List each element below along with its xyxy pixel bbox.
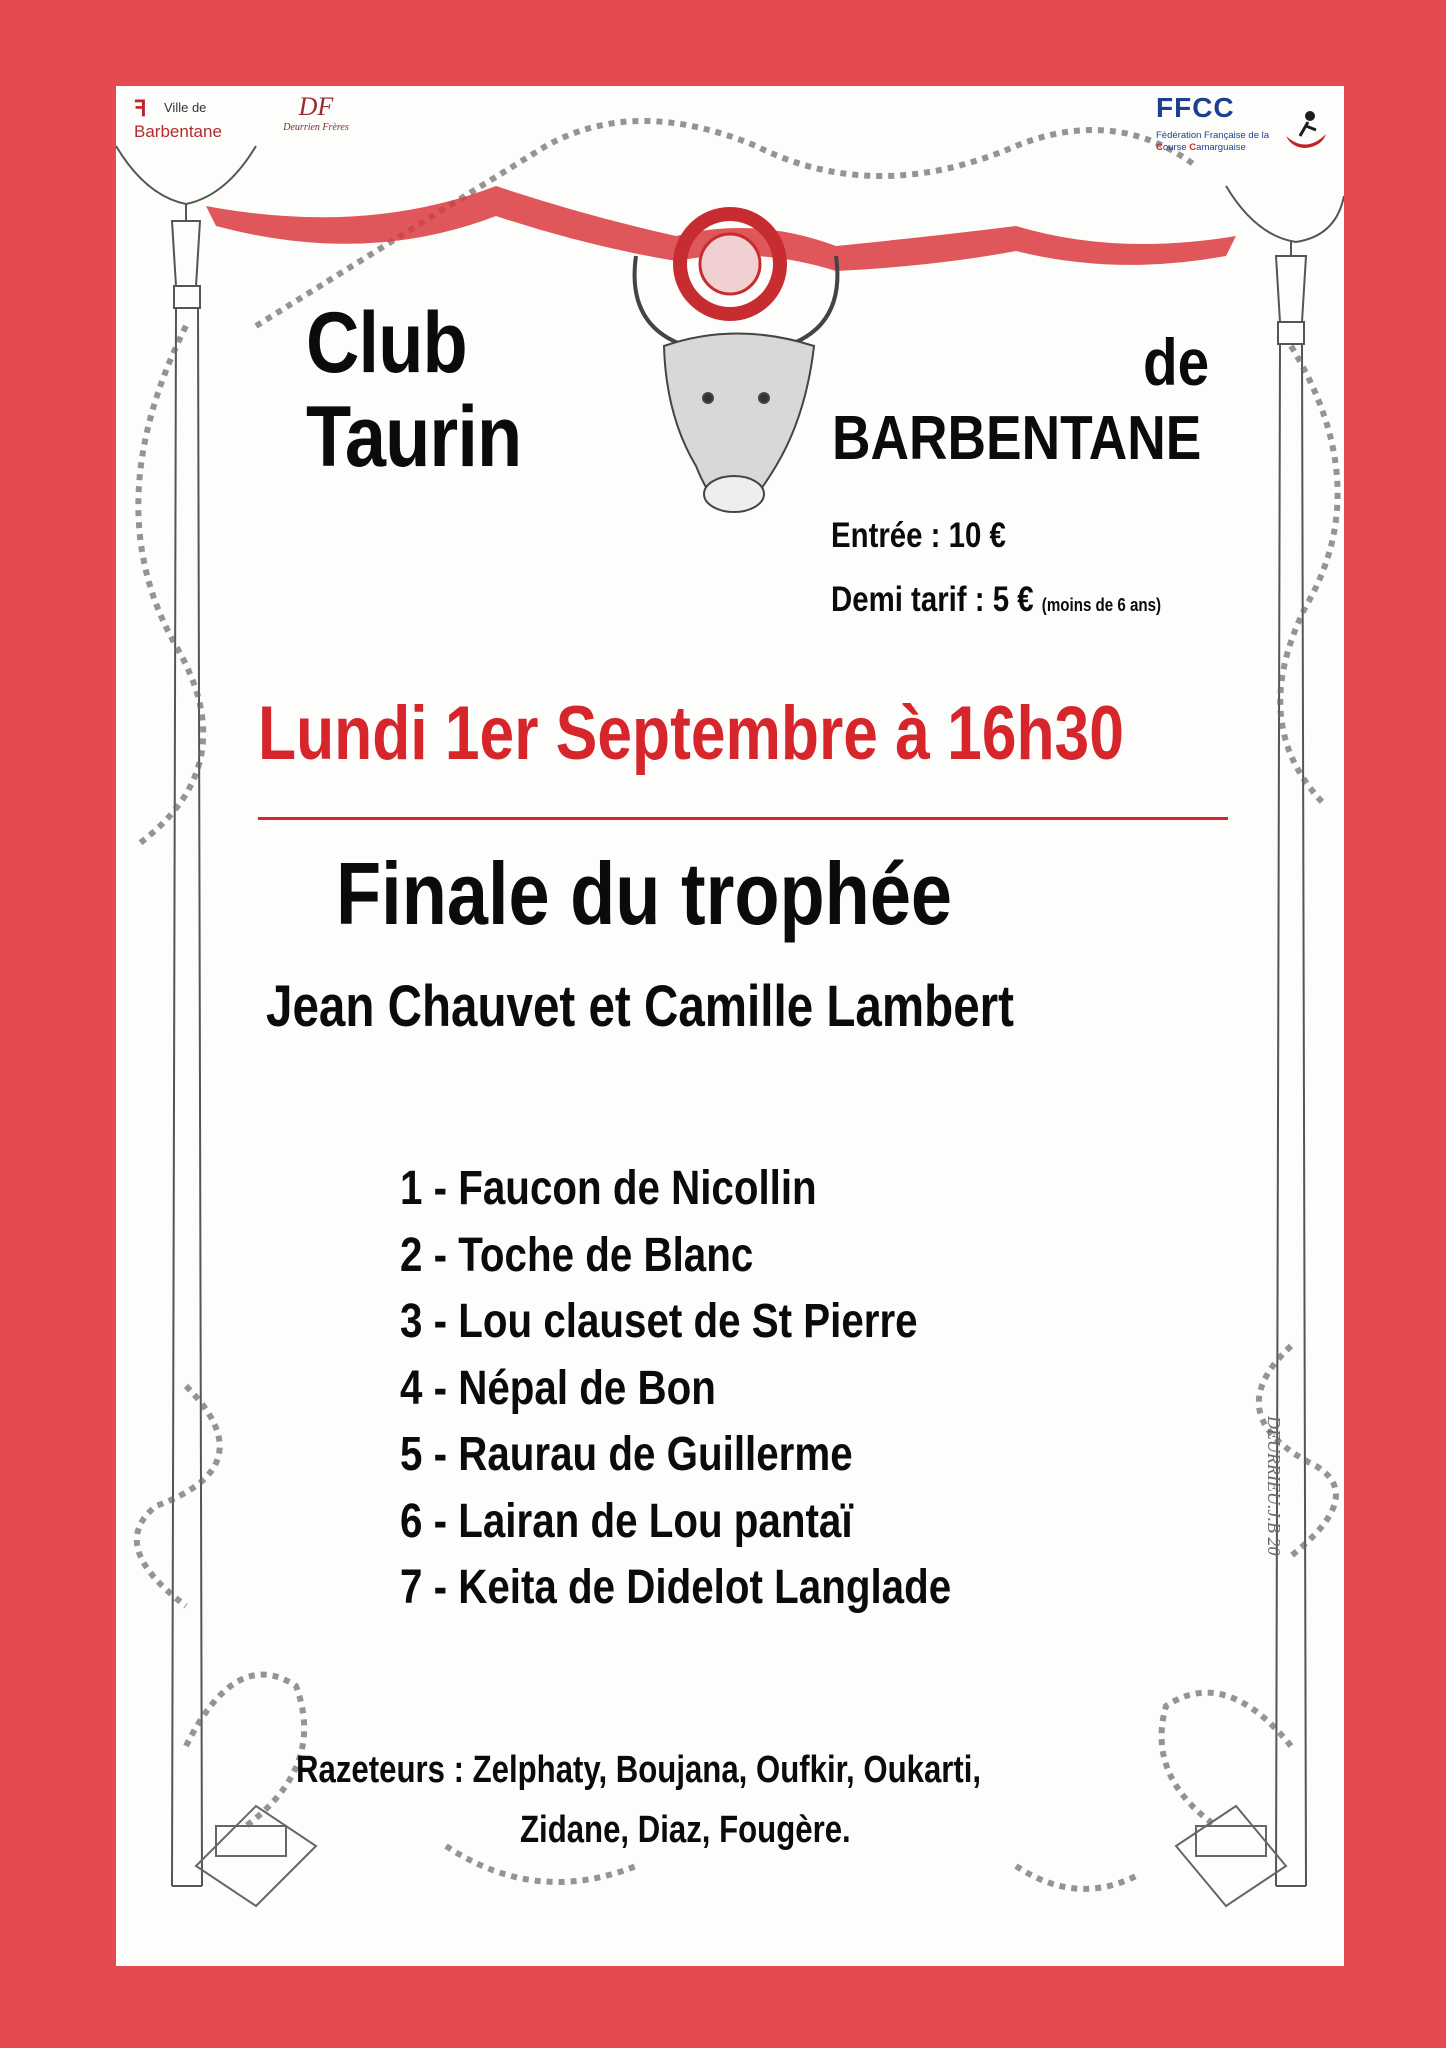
- ville-de-barbentane-logo: [134, 94, 224, 144]
- ffcc-fullname: [1156, 130, 1269, 154]
- list-item: 1 - Faucon de Nicollin: [400, 1162, 817, 1215]
- event-title: Finale du trophée: [336, 844, 953, 943]
- sponsor-name: Deurrien Frères: [283, 122, 349, 133]
- bulls-list: [400, 1156, 1056, 1622]
- ffcc-c2: C: [1189, 142, 1197, 153]
- left-pole: [116, 146, 256, 1886]
- ffcc-acronym: FFCC: [1156, 92, 1235, 123]
- list-item: 4 - Népal de Bon: [400, 1361, 716, 1415]
- poster-sheet: [116, 86, 1344, 1966]
- list-item: 2 - Toche de Blanc: [400, 1228, 754, 1282]
- razeteurs-line1: Razeteurs : Zelphaty, Boujana, Oufkir, Oukarti,: [296, 1749, 982, 1791]
- event-subtitle: Jean Chauvet et Camille Lambert: [266, 974, 1015, 1039]
- entry-price: Entrée : 10 €: [831, 516, 1006, 555]
- ffcc-logo: [1132, 92, 1332, 162]
- df-monogram: DF: [298, 92, 334, 121]
- list-item: 5 - Raurau de Guillerme: [400, 1428, 853, 1481]
- ffcc-c1: C: [1156, 142, 1163, 153]
- club-line1: Club: [306, 295, 467, 391]
- ffcc-amarguaise: amarguaise: [1196, 142, 1246, 153]
- logo-line1: Ville de: [164, 100, 207, 115]
- deurrien-freres-logo: [261, 92, 371, 142]
- right-pole: [1226, 186, 1344, 1886]
- event-date: Lundi 1er Septembre à 16h30: [258, 691, 1124, 776]
- list-item: 3 - Lou clauset de St Pierre: [400, 1295, 918, 1348]
- club-taurin-title: [306, 296, 521, 484]
- half-price-text: Demi tarif : 5 €: [831, 580, 1034, 619]
- half-price: [831, 580, 1161, 625]
- ffcc-ourse: ourse: [1162, 142, 1190, 153]
- club-line2: Taurin: [306, 389, 522, 485]
- list-item: 7 - Keita de Didelot Langlade: [400, 1561, 952, 1614]
- razeteurs-line2: Zidane, Diaz, Fougère.: [520, 1809, 851, 1851]
- artist-signature: DEURRIEU.J.B 20: [1264, 1416, 1284, 1556]
- logo-line2: Barbentane: [134, 122, 222, 141]
- de-word: de: [1143, 325, 1210, 399]
- razeteur-emblem-icon: [1282, 106, 1330, 154]
- town-emblem-icon: ꟻ: [134, 96, 147, 121]
- red-divider: [258, 817, 1228, 820]
- town-name: BARBENTANE: [832, 404, 1202, 473]
- half-price-note: (moins de 6 ans): [1041, 595, 1162, 615]
- ffcc-line1: Fédération Française de la: [1156, 130, 1270, 141]
- list-item: 6 - Lairan de Lou pantaï: [400, 1494, 853, 1548]
